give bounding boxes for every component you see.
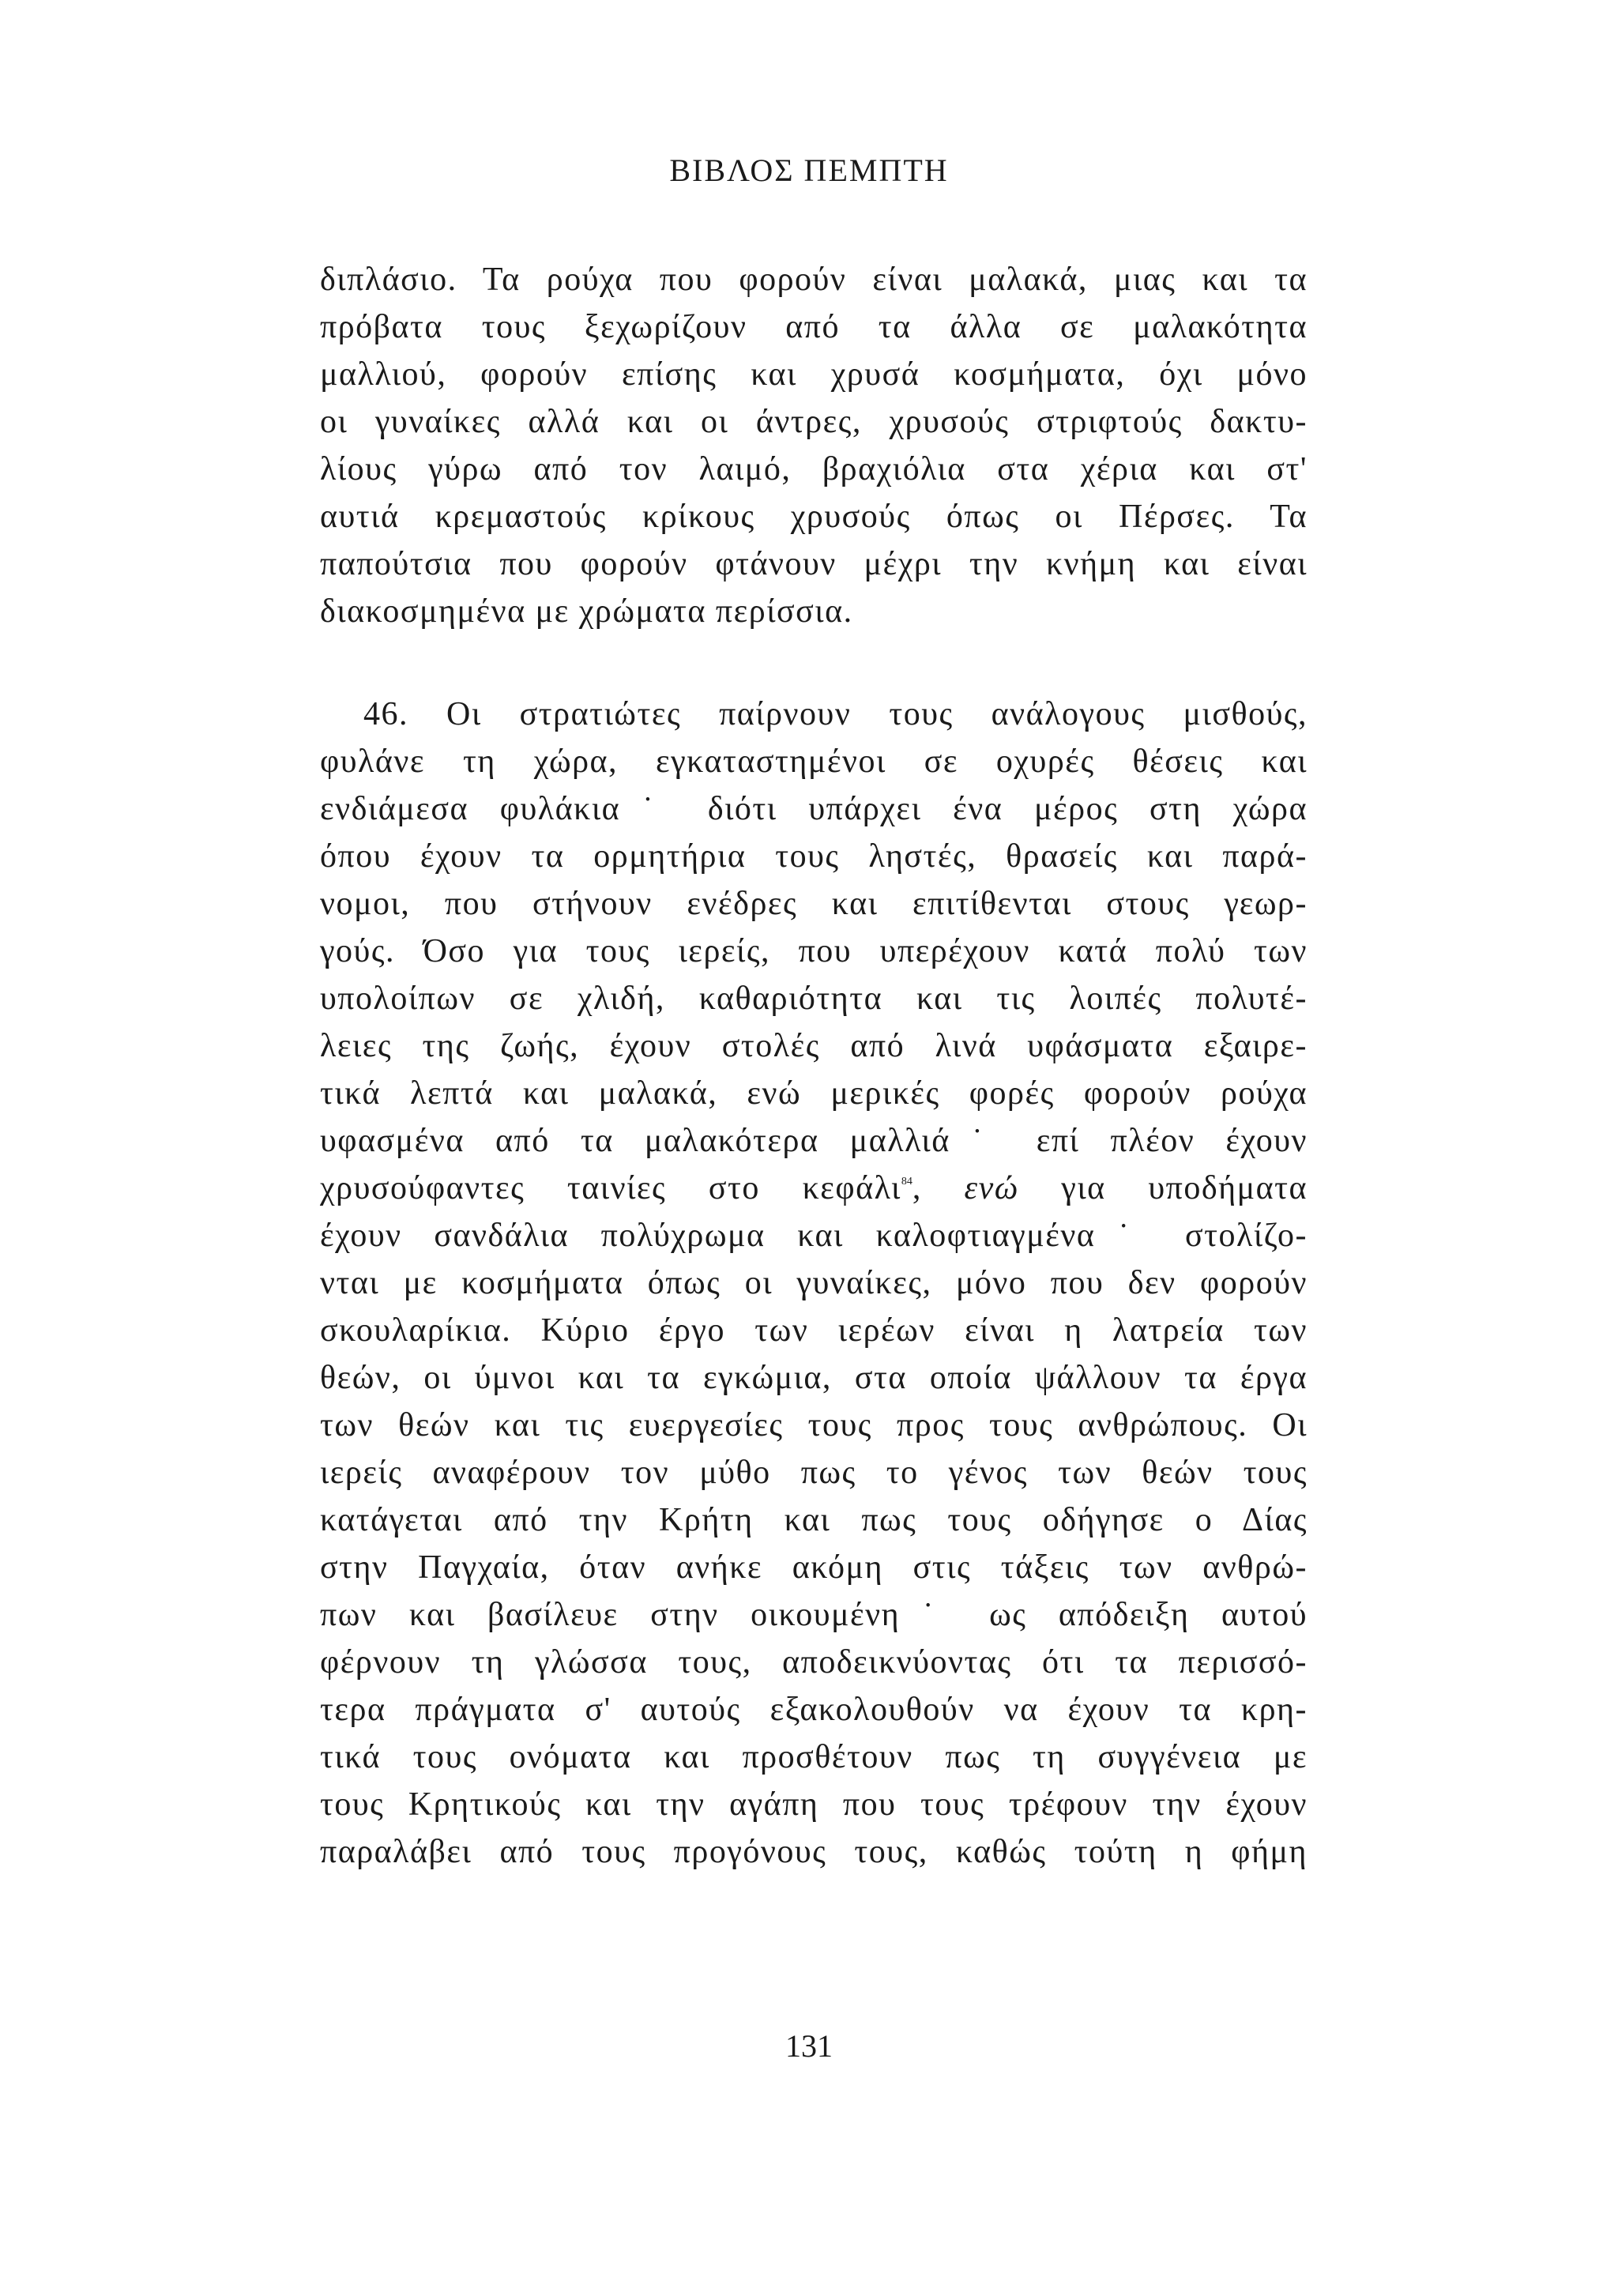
text-line: λίους γύρω από τον λαιμό, βραχιόλια στα χέρια και στ' (320, 451, 1308, 487)
text-line: νται με κοσμήματα όπως οι γυναίκες, μόνο που δεν φορούν (320, 1265, 1308, 1301)
text-line: διακοσμημένα με χρώματα περίσσια. (320, 593, 853, 630)
text-line: παπούτσια που φορούν φτάνουν μέχρι την κνήμη και είναι (320, 546, 1308, 582)
page-number: 131 (785, 2028, 833, 2064)
text-line: ιερείς αναφέρουν τον μύθο πως το γένος των θεών τους (320, 1455, 1308, 1491)
text-line: διπλάσιο. Τα ρούχα που φορούν είναι μαλακά, μιας και τα (320, 262, 1308, 298)
text-line: πων και βασίλευε στην οικουμένη˙ ως απόδειξη αυτού (320, 1597, 1308, 1633)
footnote-text-line (320, 1165, 1308, 1212)
text-line: κατάγεται από την Κρήτη και πως τους οδήγησε ο Δίας (320, 1502, 1308, 1538)
text-line: τους Κρητικούς και την αγάπη που τους τρέφουν την έχουν (320, 1786, 1308, 1823)
text-line: τικά τους ονόματα και προσθέτουν πως τη συγγένεια με (320, 1739, 1308, 1775)
text-line: οι γυναίκες αλλά και οι άντρες, χρυσούς στριφτούς δακτυ- (320, 404, 1308, 440)
text-line: σκουλαρίκια. Κύριο έργο των ιερέων είναι η λατρεία των (320, 1312, 1308, 1349)
text-line: μαλλιού, φορούν επίσης και χρυσά κοσμήματα, όχι μόνο (320, 356, 1308, 393)
text-line: υπολοίπων σε χλιδή, καθαριότητα και τις λοιπές πολυτέ- (320, 981, 1308, 1017)
text-line: τικά λεπτά και μαλακά, ενώ μερικές φορές φορούν ρούχα (320, 1075, 1308, 1112)
text-line: ενδιάμεσα φυλάκια˙ διότι υπάρχει ένα μέρος στη χώρα (320, 791, 1308, 827)
footnote-reference[interactable]: 84 (901, 1176, 912, 1188)
text-segment: για υποδήματα (1018, 1170, 1308, 1206)
text-segment: χρυσούφαντες ταινίες στο κεφάλι (320, 1170, 901, 1206)
text-line: όπου έχουν τα ορμητήρια τους ληστές, θρασείς και παρά- (320, 838, 1308, 875)
text-line: των θεών και τις ευεργεσίες τους προς τους ανθρώπους. Οι (320, 1407, 1308, 1443)
text-segment: , (912, 1170, 965, 1206)
text-line: γούς. Όσο για τους ιερείς, που υπερέχουν κατά πολύ των (320, 933, 1308, 969)
text-line: θεών, οι ύμνοι και τα εγκώμια, στα οποία ψάλλουν τα έργα (320, 1360, 1308, 1396)
text-line: πρόβατα τους ξεχωρίζουν από τα άλλα σε μαλακότητα (320, 309, 1308, 345)
text-line: υφασμένα από τα μαλακότερα μαλλιά˙ επί πλέον έχουν (320, 1123, 1308, 1159)
paragraph-1 (320, 256, 1308, 635)
text-line: αυτιά κρεμαστούς κρίκους χρυσούς όπως οι Πέρσες. Τα (320, 499, 1308, 535)
text-line: φέρνουν τη γλώσσα τους, αποδεικνύοντας ότι τα περισσό- (320, 1644, 1308, 1681)
text-line: τερα πράγματα σ' αυτούς εξακολουθούν να έχουν τα κρη- (320, 1692, 1308, 1728)
text-line: παραλάβει από τους προγόνους τους, καθώς τούτη η φήμη (320, 1834, 1308, 1870)
running-header: ΒΙΒΛΟΣ ΠΕΜΠΤΗ (669, 152, 949, 188)
text-line: νομοι, που στήνουν ενέδρες και επιτίθενται στους γεωρ- (320, 886, 1308, 922)
paragraph-2 (320, 691, 1308, 1876)
text-line: λειες της ζωής, έχουν στολές από λινά υφάσματα εξαιρε- (320, 1028, 1308, 1064)
text-line: 46. Οι στρατιώτες παίρνουν τους ανάλογους μισθούς, (363, 696, 1308, 732)
text-line: έχουν σανδάλια πολύχρωμα και καλοφτιαγμένα˙ στολίζο- (320, 1218, 1308, 1254)
text-line: φυλάνε τη χώρα, εγκαταστημένοι σε οχυρές θέσεις και (320, 743, 1308, 780)
emphasized-word: ενώ (964, 1170, 1019, 1206)
text-line: στην Παγχαία, όταν ανήκε ακόμη στις τάξεις των ανθρώ- (320, 1549, 1308, 1586)
